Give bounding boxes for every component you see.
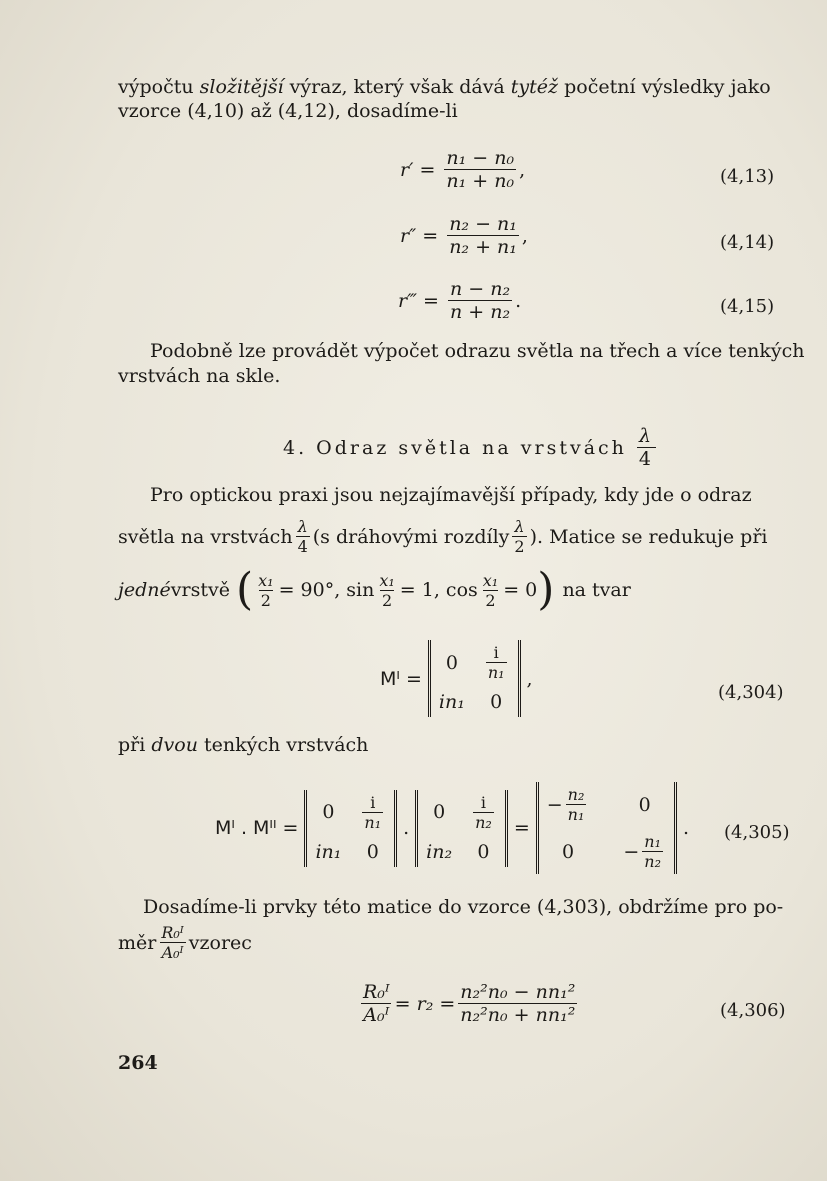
- section-heading: 4. Odraz světla na vrstvách $\frac{\lambda}{4}$: [283, 425, 655, 470]
- equation-label-4-14: (4,14): [720, 232, 775, 253]
- matrix-b: 0 $\frac{i}{\text{n₂}}$ in₂ 0: [415, 790, 508, 867]
- matrix-a: 0 $\frac{i}{\text{n₁}}$ in₁ 0: [304, 790, 397, 867]
- matrix-m1: 0 $\frac{i}{\text{n₁}}$ in₁ 0: [428, 640, 521, 717]
- intro-line-1: výpočtu složitější výraz, který však dává tytéž početní výsledky jako: [118, 76, 771, 98]
- equation-label-4-305: (4,305): [724, 822, 790, 843]
- equation-4-15: r‴ = $\frac{\text{n − n₂}}{\text{n + n₂}}$ .: [398, 278, 522, 323]
- para2-line-3: jedné vrstvě ( $\frac{\text{x₁}}{2}$ = 90°, sin $\frac{\text{x₁}}{2}$ = 1, cos $\frac{\text{x₁}}{2}$ = 0 ) na tvar: [118, 564, 631, 615]
- para4-line-1: Dosadíme-li prvky této matice do vzorce (4,303), obdržíme pro po-: [143, 896, 784, 918]
- equation-4-304: Mᴵ = 0 $\frac{i}{\text{n₁}}$ in₁ 0 ,: [380, 640, 533, 717]
- equation-4-13: r′ = $\frac{\text{n₁ − n₀}}{\text{n₁ + n₀}}$ ,: [400, 147, 526, 192]
- intro-line-2: vzorce (4,10) až (4,12), dosadíme-li: [118, 100, 458, 122]
- para1-line-1: Podobně lze provádět výpočet odrazu světla na třech a více tenkých: [150, 340, 805, 362]
- equation-label-4-304: (4,304): [718, 682, 784, 703]
- equation-label-4-13: (4,13): [720, 166, 775, 187]
- para2-line-2: světla na vrstvách $\frac{\lambda}{4}$ (s dráhovými rozdíly $\frac{\lambda}{2}$ ). Matice se redukuje při: [118, 517, 768, 556]
- equation-4-305: Mᴵ . Mᴵᴵ = 0 $\frac{i}{\text{n₁}}$ in₁ 0 . 0 $\frac{i}{\text{n₂}}$ in₂ 0 = − $\frac{\text{n₂}}{\text{n₁}}$ 0 0 − $\frac{\text{n₁}}{\text{n₂}}$ .: [215, 782, 689, 874]
- para1-line-2: vrstvách na skle.: [118, 365, 281, 387]
- equation-label-4-306: (4,306): [720, 1000, 786, 1021]
- matrix-product: − $\frac{\text{n₂}}{\text{n₁}}$ 0 0 − $\frac{\text{n₁}}{\text{n₂}}$: [536, 782, 677, 874]
- para3: při dvou tenkých vrstvách: [118, 734, 369, 756]
- page-number: 264: [118, 1052, 158, 1074]
- para4-line-2: měr $\frac{\text{R₀ᴵ}}{\text{A₀ᴵ}}$ vzorec: [118, 923, 252, 962]
- equation-4-14: r″ = $\frac{\text{n₂ − n₁}}{\text{n₂ + n₁}}$ ,: [400, 213, 528, 258]
- equation-4-306: $\frac{\text{R₀ᴵ}}{\text{A₀ᴵ}}$ = r₂ = $\frac{\text{n₂²n₀ − nn₁²}}{\text{n₂²n₀ + nn₁²}}$: [363, 981, 576, 1026]
- para2-line-1: Pro optickou praxi jsou nejzajímavější případy, kdy jde o odraz: [150, 484, 752, 506]
- equation-label-4-15: (4,15): [720, 296, 775, 317]
